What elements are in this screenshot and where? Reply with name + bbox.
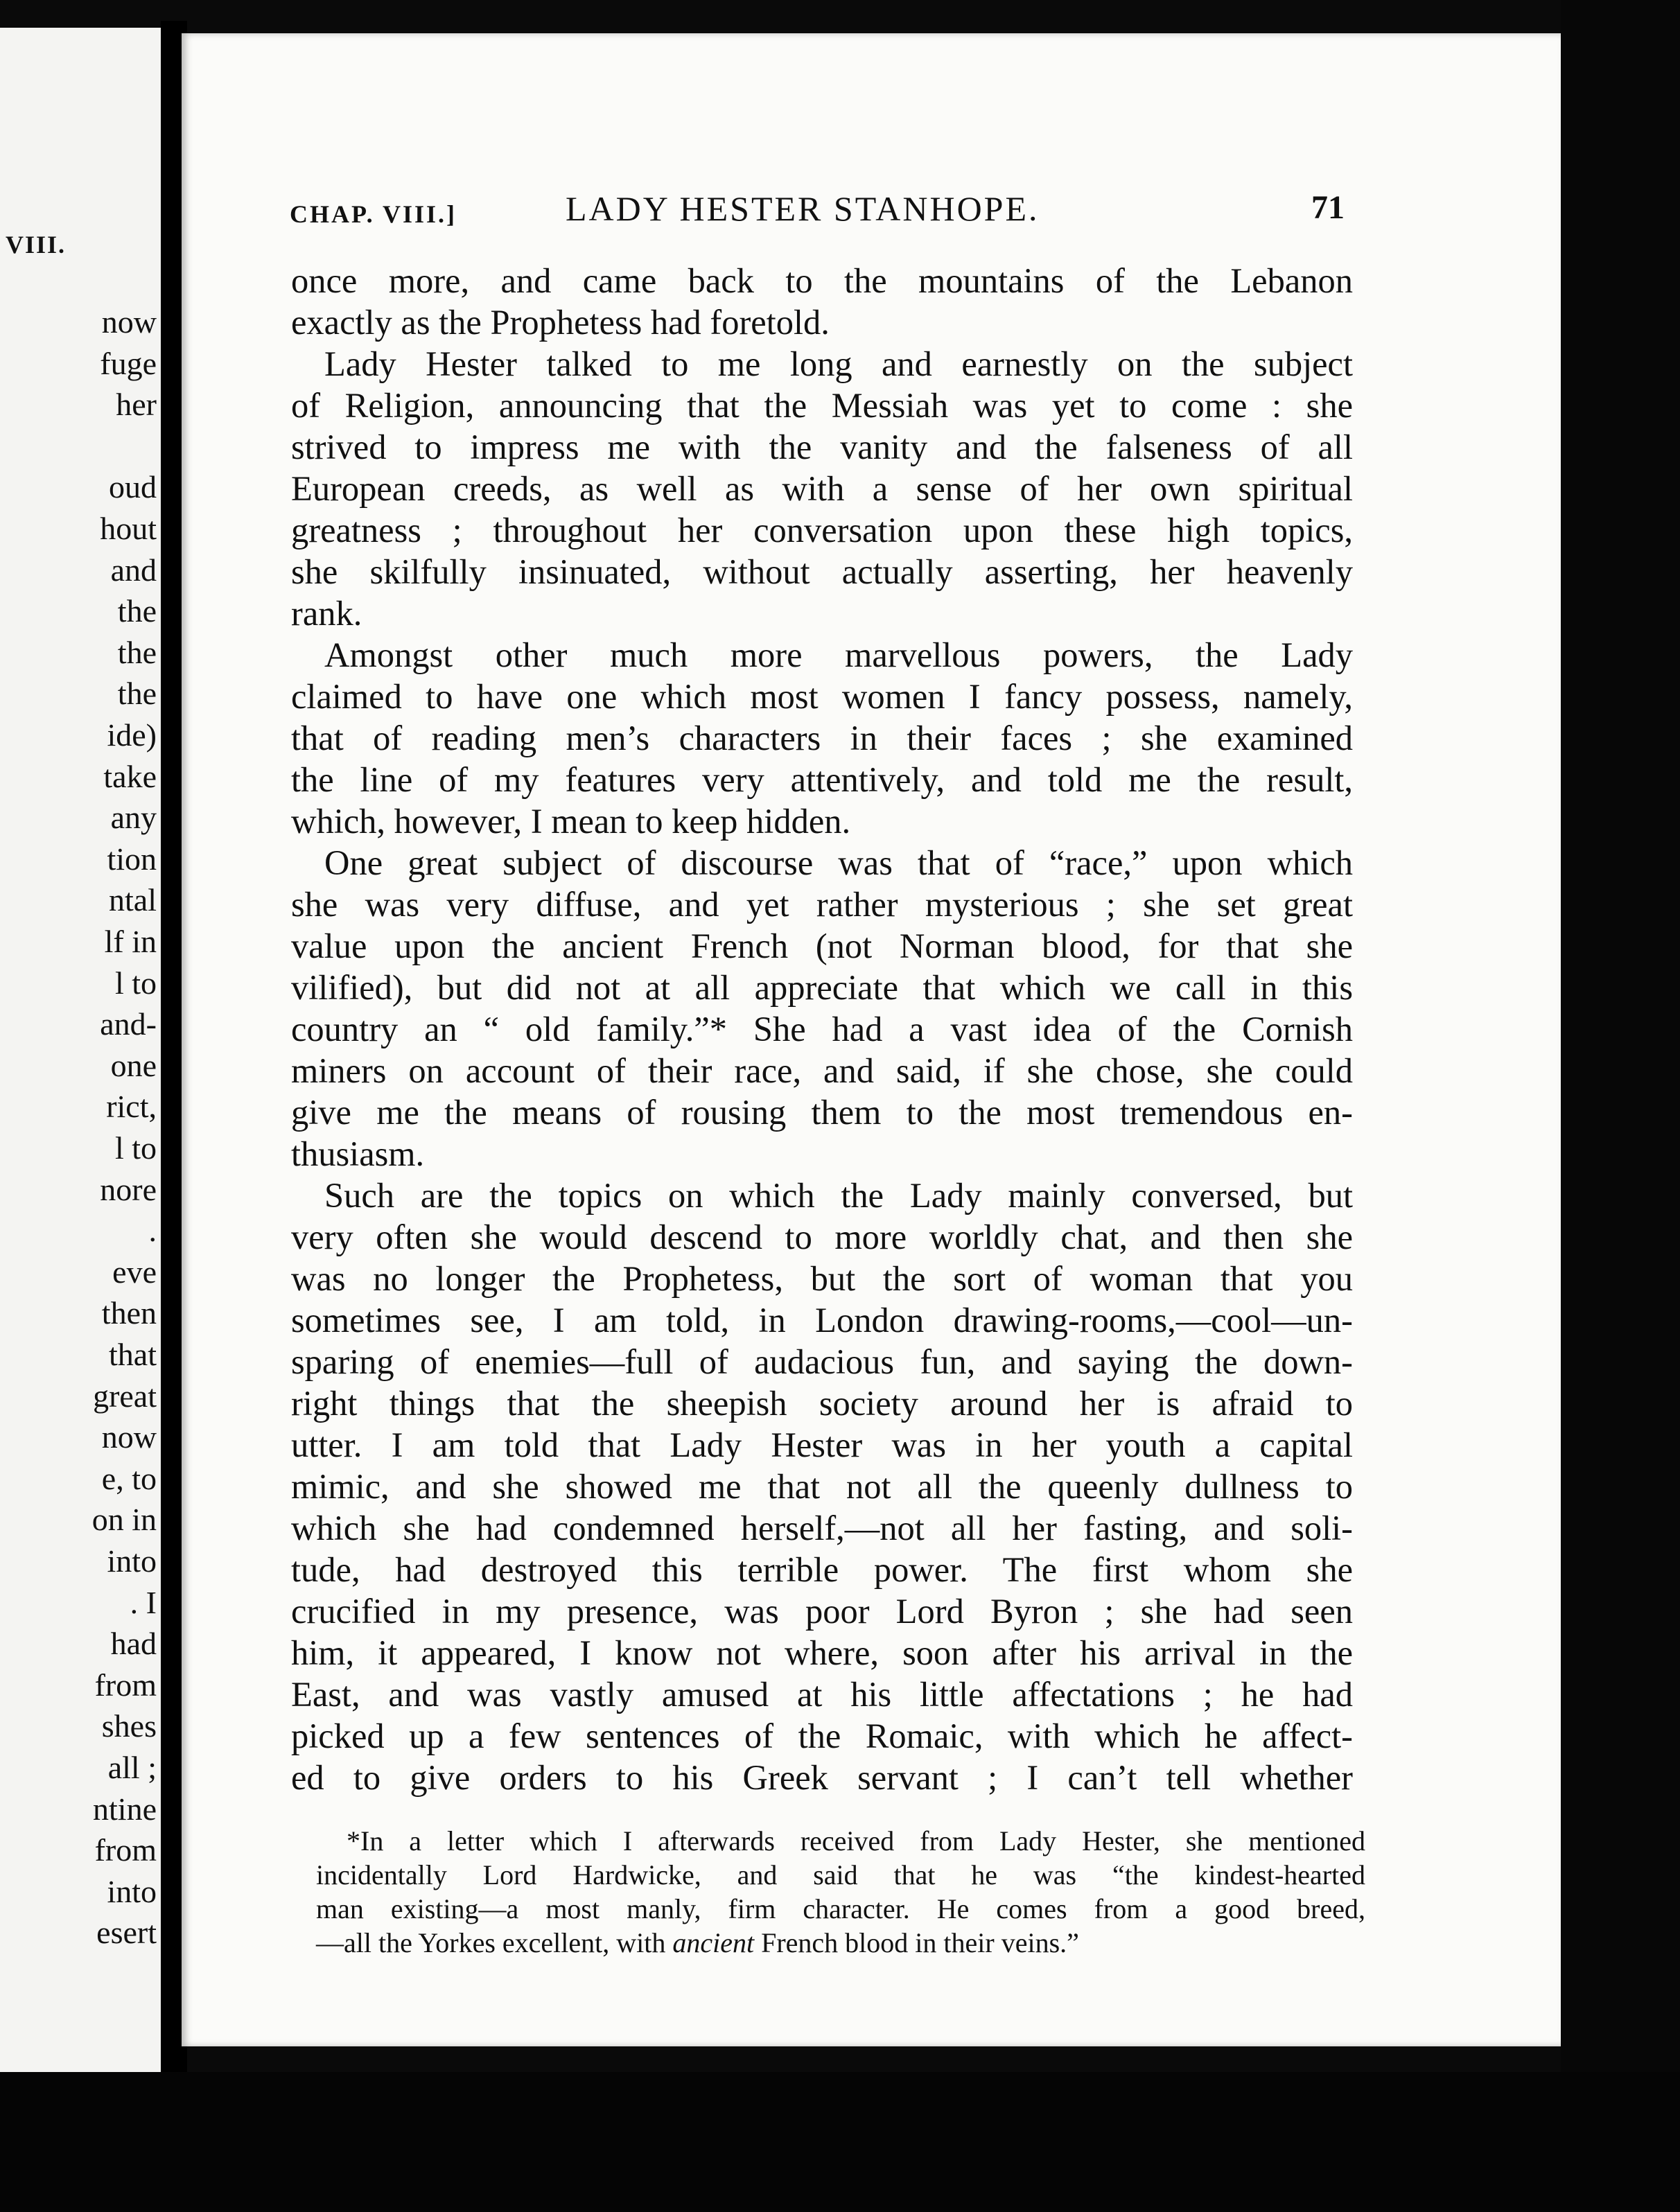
facing-page-fragment: from <box>94 1832 157 1868</box>
facing-page-fragment: ntal <box>109 882 157 918</box>
facing-page-fragment: great <box>93 1378 157 1414</box>
text-line: miners on account of their race, and said, if she chose, she could <box>291 1051 1353 1090</box>
facing-page-fragment: the <box>117 634 157 670</box>
facing-page-fragment: l to <box>114 1130 157 1166</box>
facing-page-fragment: now <box>101 1419 157 1455</box>
facing-page-fragment: the <box>117 593 157 629</box>
page-number: 71 <box>1311 189 1345 226</box>
text-line: which she had condemned herself,—not all her fasting, and soli- <box>291 1509 1353 1547</box>
facing-page-fragment: any <box>110 800 157 836</box>
facing-page-fragment: oud <box>109 469 157 505</box>
text-line: picked up a few sentences of the Romaic, with which he affect- <box>291 1717 1353 1755</box>
text-line: claimed to have one which most women I fancy possess, namely, <box>291 677 1353 716</box>
facing-page-fragment: e, to <box>101 1460 157 1496</box>
facing-page-fragment: nore <box>100 1171 157 1207</box>
facing-page-fragment: esert <box>96 1915 157 1951</box>
text-line: crucified in my presence, was poor Lord Byron ; she had seen <box>291 1592 1353 1631</box>
text-line: thusiasm. <box>291 1134 425 1173</box>
text-line: she skilfully insinuated, without actually asserting, her heavenly <box>291 552 1353 591</box>
facing-page-fragment: her <box>116 387 157 423</box>
italic-word: ancient <box>672 1927 755 1958</box>
text-line: once more, and came back to the mountains of the Lebanon <box>291 261 1353 300</box>
text-line: of Religion, announcing that the Messiah was yet to come : she <box>291 386 1353 425</box>
text-line: country an “ old family.”* She had a vast idea of the Cornish <box>291 1010 1353 1048</box>
facing-page-fragment: then <box>101 1295 157 1331</box>
facing-page-fragment: and <box>110 552 157 588</box>
text-line: ed to give orders to his Greek servant ; I can’t tell whether <box>291 1758 1353 1797</box>
facing-page-fragment: hout <box>100 511 157 546</box>
text-line: vilified), but did not at all appreciate that which we call in this <box>291 968 1353 1007</box>
footnote-line: incidentally Lord Hardwicke, and said that he was “the kindest-hearted <box>316 1859 1365 1890</box>
facing-page-fragment: fuge <box>100 345 157 381</box>
chapter-label: CHAP. VIII.] <box>290 200 457 228</box>
text-line: East, and was vastly amused at his little affectations ; he had <box>291 1675 1353 1714</box>
facing-page-fragment: take <box>103 758 157 794</box>
facing-page-fragment: into <box>107 1543 157 1579</box>
text-line: was no longer the Prophetess, but the sort of woman that you <box>291 1259 1353 1298</box>
text-line: the line of my features very attentively, and told me the result, <box>291 760 1353 799</box>
text-line: very often she would descend to more worldly chat, and then she <box>291 1218 1353 1256</box>
footnote-line: man existing—a most manly, firm character. He comes from a good breed, <box>316 1893 1365 1924</box>
text-line: Lady Hester talked to me long and earnestly on the subject <box>324 344 1353 383</box>
text-line: Such are the topics on which the Lady mainly conversed, but <box>324 1176 1353 1215</box>
facing-page-fragment: tion <box>107 841 157 877</box>
text-line: strived to impress me with the vanity and the falseness of all <box>291 428 1353 466</box>
text-line: European creeds, as well as with a sense of her own spiritual <box>291 469 1353 508</box>
facing-page-fragment: that <box>109 1337 157 1372</box>
facing-page-fragment: shes <box>101 1708 157 1744</box>
facing-page-fragment: . <box>148 1213 157 1249</box>
facing-page-running-head: VIII. <box>6 231 67 258</box>
facing-page-fragment: the <box>117 676 157 712</box>
facing-page-fragment: eve <box>112 1254 157 1290</box>
facing-page-fragment: all ; <box>107 1750 157 1785</box>
text-line: One great subject of discourse was that of “race,” upon which <box>324 843 1353 882</box>
facing-page-fragment: lf in <box>104 924 157 959</box>
text-line: tude, had destroyed this terrible power. The first whom she <box>291 1550 1353 1589</box>
facing-page-fragment: and- <box>100 1006 157 1042</box>
text-line: sometimes see, I am told, in London drawing-rooms,—cool—un- <box>291 1301 1353 1340</box>
text-line: Amongst other much more marvellous powers, the Lady <box>324 635 1353 674</box>
facing-page-fragment: from <box>94 1667 157 1703</box>
text-line: she was very diffuse, and yet rather mysterious ; she set great <box>291 885 1353 924</box>
facing-page-fragment: now <box>101 304 157 340</box>
facing-page-fragment: one <box>110 1047 157 1083</box>
text-line: right things that the sheepish society around her is afraid to <box>291 1384 1353 1423</box>
facing-page-fragment: ide) <box>107 717 157 753</box>
running-title: LADY HESTER STANHOPE. <box>566 189 1040 228</box>
text-line: that of reading men’s characters in their faces ; she examined <box>291 719 1353 757</box>
body-text <box>291 260 1353 1798</box>
facing-page-fragment: had <box>110 1626 157 1662</box>
footnote <box>316 1824 1365 1960</box>
facing-page-fragment: rict, <box>106 1089 157 1125</box>
footnote-line: *In a letter which I afterwards received from Lady Hester, she mentioned <box>347 1825 1365 1857</box>
scan-border-bottom <box>0 2072 1680 2212</box>
scan-border-right <box>1561 0 1680 2212</box>
text-line: value upon the ancient French (not Norman blood, for that she <box>291 927 1353 965</box>
text-line: utter. I am told that Lady Hester was in her youth a capital <box>291 1425 1353 1464</box>
running-head <box>290 187 1357 236</box>
footnote-line <box>316 1926 1365 1960</box>
facing-page-fragment: into <box>107 1873 157 1909</box>
facing-page-fragment: ntine <box>93 1791 157 1827</box>
facing-page-fragment: . I <box>130 1584 157 1620</box>
text-line: rank. <box>291 594 362 633</box>
text-line: mimic, and she showed me that not all the queenly dullness to <box>291 1467 1353 1506</box>
footnote-line-text: —all the Yorkes excellent, with ancient French blood in their veins.” <box>316 1927 1079 1958</box>
facing-page-edge <box>0 28 161 2072</box>
text-line: him, it appeared, I know not where, soon after his arrival in the <box>291 1633 1353 1672</box>
text-line: sparing of enemies—full of audacious fun, and saying the down- <box>291 1342 1353 1381</box>
text-line: greatness ; throughout her conversation upon these high topics, <box>291 511 1353 550</box>
text-line: exactly as the Prophetess had foretold. <box>291 303 830 342</box>
facing-page-fragment: on in <box>91 1502 157 1538</box>
text-line: give me the means of rousing them to the most tremendous en- <box>291 1093 1353 1132</box>
facing-page-fragment: l to <box>114 965 157 1001</box>
text-line: which, however, I mean to keep hidden. <box>291 802 851 841</box>
